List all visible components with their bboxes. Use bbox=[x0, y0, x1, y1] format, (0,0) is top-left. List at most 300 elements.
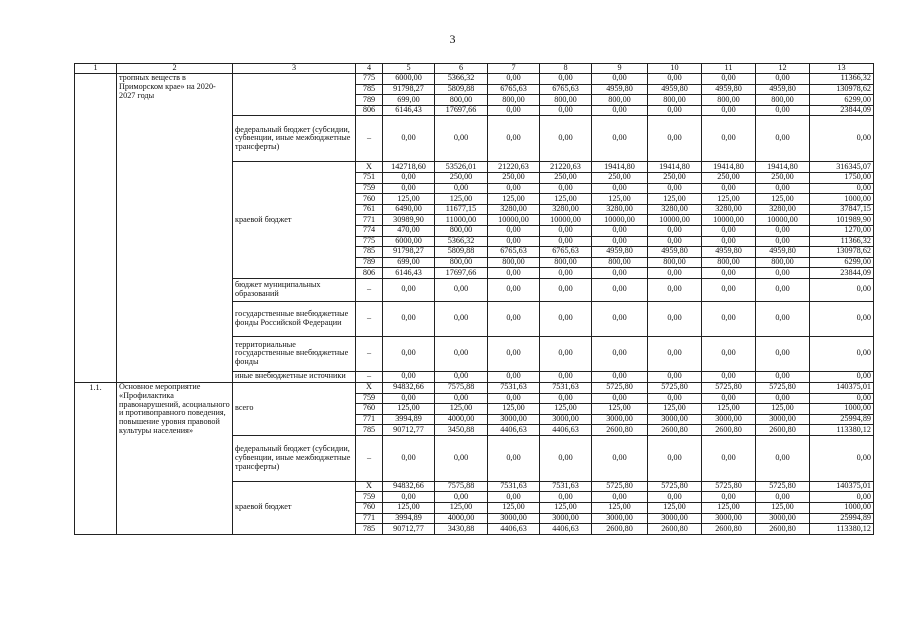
value-cell: 0,00 bbox=[756, 371, 810, 382]
value-cell: 0,00 bbox=[488, 492, 540, 503]
value-cell: 4959,80 bbox=[702, 247, 756, 258]
value-cell: 4000,00 bbox=[435, 513, 488, 524]
code-cell: 774 bbox=[356, 225, 383, 236]
value-cell: 5366,32 bbox=[435, 236, 488, 247]
table-row bbox=[75, 382, 874, 393]
column-header: 11 bbox=[702, 64, 756, 74]
value-cell: 0,00 bbox=[592, 116, 648, 162]
value-cell: 0,00 bbox=[592, 393, 648, 404]
value-cell: 0,00 bbox=[383, 492, 435, 503]
value-cell: 2600,80 bbox=[648, 425, 702, 436]
code-cell: – bbox=[356, 371, 383, 382]
value-cell: 0,00 bbox=[810, 116, 874, 162]
value-cell: 19414,80 bbox=[756, 162, 810, 173]
value-cell: 3000,00 bbox=[488, 414, 540, 425]
value-cell: 2600,80 bbox=[702, 425, 756, 436]
column-header: 12 bbox=[756, 64, 810, 74]
value-cell: 3994,89 bbox=[383, 414, 435, 425]
value-cell: 3280,00 bbox=[592, 204, 648, 215]
value-cell: 800,00 bbox=[648, 257, 702, 268]
value-cell: 125,00 bbox=[702, 503, 756, 514]
value-cell: 0,00 bbox=[488, 336, 540, 371]
value-cell: 2600,80 bbox=[648, 524, 702, 535]
value-cell: 10000,00 bbox=[756, 215, 810, 226]
value-cell: 11366,32 bbox=[810, 236, 874, 247]
value-cell: 0,00 bbox=[702, 435, 756, 481]
value-cell: 250,00 bbox=[435, 172, 488, 183]
code-cell: 761 bbox=[356, 204, 383, 215]
value-cell: 0,00 bbox=[540, 116, 592, 162]
value-cell: 0,00 bbox=[488, 268, 540, 279]
value-cell: 10000,00 bbox=[488, 215, 540, 226]
value-cell: 4406,63 bbox=[540, 524, 592, 535]
column-header: 2 bbox=[117, 64, 233, 74]
code-cell: 775 bbox=[356, 74, 383, 85]
value-cell: 0,00 bbox=[756, 336, 810, 371]
value-cell: 470,00 bbox=[383, 225, 435, 236]
value-cell: 125,00 bbox=[756, 503, 810, 514]
source-label-federal: федеральный бюджет (субсидии, субвенции, иные межбюджетные трансферты) bbox=[233, 435, 356, 481]
value-cell: 125,00 bbox=[383, 194, 435, 205]
value-cell: 0,00 bbox=[540, 278, 592, 301]
column-header: 3 bbox=[233, 64, 356, 74]
value-cell: 0,00 bbox=[648, 116, 702, 162]
value-cell: 0,00 bbox=[648, 435, 702, 481]
value-cell: 0,00 bbox=[756, 105, 810, 116]
code-cell: 806 bbox=[356, 268, 383, 279]
value-cell: 250,00 bbox=[592, 172, 648, 183]
value-cell: 3000,00 bbox=[540, 513, 592, 524]
budget-table bbox=[74, 63, 874, 535]
value-cell: 11677,15 bbox=[435, 204, 488, 215]
value-cell: 6146,43 bbox=[383, 105, 435, 116]
column-header: 1 bbox=[75, 64, 117, 74]
value-cell: 800,00 bbox=[592, 257, 648, 268]
budget-table-body bbox=[75, 64, 874, 535]
code-cell: 759 bbox=[356, 492, 383, 503]
value-cell: 0,00 bbox=[540, 268, 592, 279]
value-cell: 125,00 bbox=[648, 404, 702, 415]
value-cell: 0,00 bbox=[435, 116, 488, 162]
value-cell: 0,00 bbox=[383, 183, 435, 194]
value-cell: 800,00 bbox=[540, 257, 592, 268]
value-cell: 0,00 bbox=[810, 336, 874, 371]
value-cell: 0,00 bbox=[810, 371, 874, 382]
value-cell: 125,00 bbox=[383, 503, 435, 514]
value-cell: 0,00 bbox=[702, 393, 756, 404]
value-cell: 2600,80 bbox=[702, 524, 756, 535]
value-cell: 0,00 bbox=[756, 225, 810, 236]
value-cell: 0,00 bbox=[756, 278, 810, 301]
value-cell: 0,00 bbox=[488, 371, 540, 382]
value-cell: 800,00 bbox=[435, 95, 488, 106]
value-cell: 0,00 bbox=[592, 301, 648, 336]
value-cell: 2600,80 bbox=[756, 425, 810, 436]
code-cell: 771 bbox=[356, 513, 383, 524]
value-cell: 0,00 bbox=[488, 301, 540, 336]
value-cell: 10000,00 bbox=[540, 215, 592, 226]
code-cell: 771 bbox=[356, 215, 383, 226]
value-cell: 0,00 bbox=[648, 393, 702, 404]
value-cell: 0,00 bbox=[383, 435, 435, 481]
code-cell: 785 bbox=[356, 425, 383, 436]
value-cell: 5725,80 bbox=[756, 382, 810, 393]
code-cell: – bbox=[356, 116, 383, 162]
value-cell: 21220,63 bbox=[540, 162, 592, 173]
value-cell: 800,00 bbox=[648, 95, 702, 106]
code-cell: – bbox=[356, 278, 383, 301]
item-name-cell: Основное мероприятие «Профилактика правонарушений, асоциального и противоправного поведения, повышение уровня правовой культуры населения» bbox=[117, 382, 233, 534]
value-cell: 0,00 bbox=[383, 116, 435, 162]
value-cell: 0,00 bbox=[756, 236, 810, 247]
value-cell: 800,00 bbox=[488, 257, 540, 268]
value-cell: 3000,00 bbox=[702, 414, 756, 425]
value-cell: 3994,89 bbox=[383, 513, 435, 524]
value-cell: 0,00 bbox=[488, 116, 540, 162]
value-cell: 23844,09 bbox=[810, 268, 874, 279]
value-cell: 7575,88 bbox=[435, 382, 488, 393]
value-cell: 0,00 bbox=[592, 435, 648, 481]
value-cell: 7531,63 bbox=[488, 382, 540, 393]
column-header: 7 bbox=[488, 64, 540, 74]
value-cell: 0,00 bbox=[756, 183, 810, 194]
value-cell: 6490,00 bbox=[383, 204, 435, 215]
value-cell: 3000,00 bbox=[592, 414, 648, 425]
value-cell: 0,00 bbox=[488, 435, 540, 481]
value-cell: 125,00 bbox=[435, 404, 488, 415]
value-cell: 0,00 bbox=[810, 278, 874, 301]
value-cell: 4959,80 bbox=[592, 247, 648, 258]
code-cell: 759 bbox=[356, 183, 383, 194]
value-cell: 7531,63 bbox=[540, 481, 592, 492]
value-cell: 4406,63 bbox=[540, 425, 592, 436]
value-cell: 10000,00 bbox=[592, 215, 648, 226]
column-header: 10 bbox=[648, 64, 702, 74]
value-cell: 113380,12 bbox=[810, 524, 874, 535]
value-cell: 0,00 bbox=[702, 74, 756, 85]
value-cell: 0,00 bbox=[435, 435, 488, 481]
value-cell: 1000,00 bbox=[810, 404, 874, 415]
value-cell: 0,00 bbox=[648, 105, 702, 116]
value-cell: 250,00 bbox=[488, 172, 540, 183]
value-cell: 125,00 bbox=[488, 194, 540, 205]
value-cell: 2600,80 bbox=[592, 425, 648, 436]
code-cell: 775 bbox=[356, 236, 383, 247]
column-header: 9 bbox=[592, 64, 648, 74]
value-cell: 5725,80 bbox=[648, 481, 702, 492]
value-cell: 25994,89 bbox=[810, 513, 874, 524]
value-cell: 19414,80 bbox=[592, 162, 648, 173]
value-cell: 6000,00 bbox=[383, 236, 435, 247]
value-cell: 5725,80 bbox=[702, 481, 756, 492]
value-cell: 0,00 bbox=[702, 336, 756, 371]
value-cell: 800,00 bbox=[702, 95, 756, 106]
value-cell: 0,00 bbox=[648, 301, 702, 336]
value-cell: 3000,00 bbox=[756, 513, 810, 524]
code-cell: 760 bbox=[356, 404, 383, 415]
value-cell: 0,00 bbox=[702, 268, 756, 279]
value-cell: 0,00 bbox=[435, 393, 488, 404]
value-cell: 3430,88 bbox=[435, 524, 488, 535]
value-cell: 5725,80 bbox=[648, 382, 702, 393]
value-cell: 0,00 bbox=[648, 236, 702, 247]
value-cell: 1000,00 bbox=[810, 503, 874, 514]
value-cell: 91798,27 bbox=[383, 84, 435, 95]
value-cell: 800,00 bbox=[756, 95, 810, 106]
value-cell: 0,00 bbox=[756, 301, 810, 336]
source-label-other: бюджет муниципальных образований bbox=[233, 278, 356, 301]
value-cell: 90712,77 bbox=[383, 425, 435, 436]
value-cell: 94832,66 bbox=[383, 481, 435, 492]
value-cell: 0,00 bbox=[592, 268, 648, 279]
value-cell: 4000,00 bbox=[435, 414, 488, 425]
value-cell: 0,00 bbox=[540, 393, 592, 404]
value-cell: 6000,00 bbox=[383, 74, 435, 85]
value-cell: 0,00 bbox=[648, 278, 702, 301]
value-cell: 316345,07 bbox=[810, 162, 874, 173]
value-cell: 0,00 bbox=[435, 183, 488, 194]
value-cell: 0,00 bbox=[488, 105, 540, 116]
table-row bbox=[75, 64, 874, 74]
value-cell: 3000,00 bbox=[592, 513, 648, 524]
value-cell: 30989,90 bbox=[383, 215, 435, 226]
value-cell: 0,00 bbox=[702, 225, 756, 236]
value-cell: 0,00 bbox=[383, 301, 435, 336]
item-number-cell: 1.1. bbox=[75, 382, 117, 534]
value-cell: 6299,00 bbox=[810, 257, 874, 268]
value-cell: 250,00 bbox=[648, 172, 702, 183]
code-cell: – bbox=[356, 301, 383, 336]
value-cell: 0,00 bbox=[756, 435, 810, 481]
value-cell: 0,00 bbox=[810, 435, 874, 481]
value-cell: 0,00 bbox=[702, 278, 756, 301]
value-cell: 0,00 bbox=[488, 236, 540, 247]
value-cell: 0,00 bbox=[435, 336, 488, 371]
value-cell: 0,00 bbox=[648, 371, 702, 382]
value-cell: 5725,80 bbox=[592, 382, 648, 393]
value-cell: 0,00 bbox=[648, 492, 702, 503]
value-cell: 94832,66 bbox=[383, 382, 435, 393]
value-cell: 140375,01 bbox=[810, 481, 874, 492]
value-cell: 0,00 bbox=[435, 371, 488, 382]
value-cell: 1000,00 bbox=[810, 194, 874, 205]
value-cell: 125,00 bbox=[435, 194, 488, 205]
value-cell: 5725,80 bbox=[756, 481, 810, 492]
value-cell: 91798,27 bbox=[383, 247, 435, 258]
value-cell: 10000,00 bbox=[648, 215, 702, 226]
value-cell: 1270,00 bbox=[810, 225, 874, 236]
value-cell: 0,00 bbox=[648, 74, 702, 85]
value-cell: 3280,00 bbox=[540, 204, 592, 215]
column-header: 4 bbox=[356, 64, 383, 74]
value-cell: 0,00 bbox=[488, 278, 540, 301]
value-cell: 19414,80 bbox=[648, 162, 702, 173]
column-header: 6 bbox=[435, 64, 488, 74]
value-cell: 0,00 bbox=[592, 371, 648, 382]
value-cell: 5809,88 bbox=[435, 84, 488, 95]
value-cell: 3000,00 bbox=[648, 513, 702, 524]
value-cell: 125,00 bbox=[702, 404, 756, 415]
value-cell: 0,00 bbox=[648, 225, 702, 236]
value-cell: 37847,15 bbox=[810, 204, 874, 215]
value-cell: 5366,32 bbox=[435, 74, 488, 85]
value-cell: 7531,63 bbox=[540, 382, 592, 393]
value-cell: 125,00 bbox=[592, 404, 648, 415]
value-cell: 125,00 bbox=[592, 503, 648, 514]
value-cell: 7575,88 bbox=[435, 481, 488, 492]
value-cell: 0,00 bbox=[488, 393, 540, 404]
value-cell: 125,00 bbox=[756, 194, 810, 205]
value-cell: 0,00 bbox=[810, 492, 874, 503]
value-cell: 0,00 bbox=[756, 74, 810, 85]
value-cell: 125,00 bbox=[756, 404, 810, 415]
code-cell: 771 bbox=[356, 414, 383, 425]
value-cell: 125,00 bbox=[540, 194, 592, 205]
column-header: 8 bbox=[540, 64, 592, 74]
value-cell: 0,00 bbox=[592, 74, 648, 85]
value-cell: 0,00 bbox=[592, 336, 648, 371]
source-label-regional: краевой бюджет bbox=[233, 481, 356, 534]
value-cell: 0,00 bbox=[810, 301, 874, 336]
value-cell: 6765,63 bbox=[540, 247, 592, 258]
value-cell: 113380,12 bbox=[810, 425, 874, 436]
value-cell: 11366,32 bbox=[810, 74, 874, 85]
value-cell: 0,00 bbox=[648, 336, 702, 371]
value-cell: 4959,80 bbox=[648, 84, 702, 95]
value-cell: 800,00 bbox=[435, 257, 488, 268]
value-cell: 0,00 bbox=[383, 172, 435, 183]
value-cell: 130978,62 bbox=[810, 84, 874, 95]
value-cell: 3450,88 bbox=[435, 425, 488, 436]
value-cell: 0,00 bbox=[383, 278, 435, 301]
value-cell: 3280,00 bbox=[648, 204, 702, 215]
value-cell: 0,00 bbox=[383, 336, 435, 371]
value-cell: 0,00 bbox=[540, 492, 592, 503]
value-cell: 2600,80 bbox=[592, 524, 648, 535]
column-header: 13 bbox=[810, 64, 874, 74]
value-cell: 3280,00 bbox=[756, 204, 810, 215]
code-cell: 760 bbox=[356, 194, 383, 205]
source-label-total: всего bbox=[233, 382, 356, 435]
value-cell: 5725,80 bbox=[702, 382, 756, 393]
value-cell: 1750,00 bbox=[810, 172, 874, 183]
value-cell: 17697,66 bbox=[435, 105, 488, 116]
value-cell: 0,00 bbox=[756, 116, 810, 162]
value-cell: 800,00 bbox=[592, 95, 648, 106]
value-cell: 142718,60 bbox=[383, 162, 435, 173]
value-cell: 4959,80 bbox=[592, 84, 648, 95]
code-cell: 760 bbox=[356, 503, 383, 514]
value-cell: 0,00 bbox=[592, 492, 648, 503]
value-cell: 125,00 bbox=[488, 503, 540, 514]
value-cell: 0,00 bbox=[702, 236, 756, 247]
value-cell: 5725,80 bbox=[592, 481, 648, 492]
code-cell: 785 bbox=[356, 247, 383, 258]
value-cell: 4959,80 bbox=[702, 84, 756, 95]
value-cell: 4959,80 bbox=[756, 84, 810, 95]
value-cell: 0,00 bbox=[540, 336, 592, 371]
value-cell: 25994,89 bbox=[810, 414, 874, 425]
value-cell: 0,00 bbox=[383, 393, 435, 404]
value-cell: 125,00 bbox=[540, 503, 592, 514]
value-cell: 0,00 bbox=[756, 492, 810, 503]
item-number-cell bbox=[75, 74, 117, 383]
code-cell: 751 bbox=[356, 172, 383, 183]
value-cell: 0,00 bbox=[810, 183, 874, 194]
code-cell: 806 bbox=[356, 105, 383, 116]
value-cell: 53526,01 bbox=[435, 162, 488, 173]
value-cell: 0,00 bbox=[435, 492, 488, 503]
value-cell: 0,00 bbox=[756, 268, 810, 279]
value-cell: 23844,09 bbox=[810, 105, 874, 116]
value-cell: 140375,01 bbox=[810, 382, 874, 393]
code-cell: 785 bbox=[356, 84, 383, 95]
value-cell: 10000,00 bbox=[702, 215, 756, 226]
code-cell: 789 bbox=[356, 257, 383, 268]
value-cell: 0,00 bbox=[702, 183, 756, 194]
value-cell: 0,00 bbox=[810, 393, 874, 404]
code-cell: – bbox=[356, 435, 383, 481]
value-cell: 0,00 bbox=[648, 183, 702, 194]
value-cell: 11000,00 bbox=[435, 215, 488, 226]
value-cell: 0,00 bbox=[702, 116, 756, 162]
value-cell: 0,00 bbox=[540, 74, 592, 85]
code-cell: 759 bbox=[356, 393, 383, 404]
value-cell: 699,00 bbox=[383, 95, 435, 106]
value-cell: 4406,63 bbox=[488, 524, 540, 535]
code-cell: Х bbox=[356, 382, 383, 393]
value-cell: 125,00 bbox=[592, 194, 648, 205]
source-label-regional: краевой бюджет bbox=[233, 162, 356, 279]
code-cell: 785 bbox=[356, 524, 383, 535]
value-cell: 125,00 bbox=[488, 404, 540, 415]
value-cell: 0,00 bbox=[702, 492, 756, 503]
value-cell: 800,00 bbox=[540, 95, 592, 106]
value-cell: 7531,63 bbox=[488, 481, 540, 492]
value-cell: 250,00 bbox=[756, 172, 810, 183]
value-cell: 699,00 bbox=[383, 257, 435, 268]
value-cell: 125,00 bbox=[648, 194, 702, 205]
value-cell: 5809,88 bbox=[435, 247, 488, 258]
value-cell: 3000,00 bbox=[756, 414, 810, 425]
value-cell: 0,00 bbox=[540, 225, 592, 236]
value-cell: 125,00 bbox=[435, 503, 488, 514]
value-cell: 800,00 bbox=[702, 257, 756, 268]
value-cell: 101989,90 bbox=[810, 215, 874, 226]
code-cell: Х bbox=[356, 162, 383, 173]
value-cell: 4406,63 bbox=[488, 425, 540, 436]
code-cell: 789 bbox=[356, 95, 383, 106]
value-cell: 250,00 bbox=[540, 172, 592, 183]
value-cell: 125,00 bbox=[648, 503, 702, 514]
value-cell: 0,00 bbox=[488, 74, 540, 85]
page-number: 3 bbox=[449, 32, 456, 46]
value-cell: 800,00 bbox=[756, 257, 810, 268]
value-cell: 0,00 bbox=[435, 301, 488, 336]
value-cell: 0,00 bbox=[540, 105, 592, 116]
source-label-other: территориальные государственные внебюджетные фонды bbox=[233, 336, 356, 371]
value-cell: 800,00 bbox=[488, 95, 540, 106]
value-cell: 125,00 bbox=[383, 404, 435, 415]
value-cell: 6765,63 bbox=[488, 84, 540, 95]
value-cell: 800,00 bbox=[435, 225, 488, 236]
code-cell: – bbox=[356, 336, 383, 371]
value-cell: 19414,80 bbox=[702, 162, 756, 173]
value-cell: 6765,63 bbox=[540, 84, 592, 95]
value-cell: 0,00 bbox=[592, 183, 648, 194]
value-cell: 90712,77 bbox=[383, 524, 435, 535]
value-cell: 0,00 bbox=[540, 435, 592, 481]
